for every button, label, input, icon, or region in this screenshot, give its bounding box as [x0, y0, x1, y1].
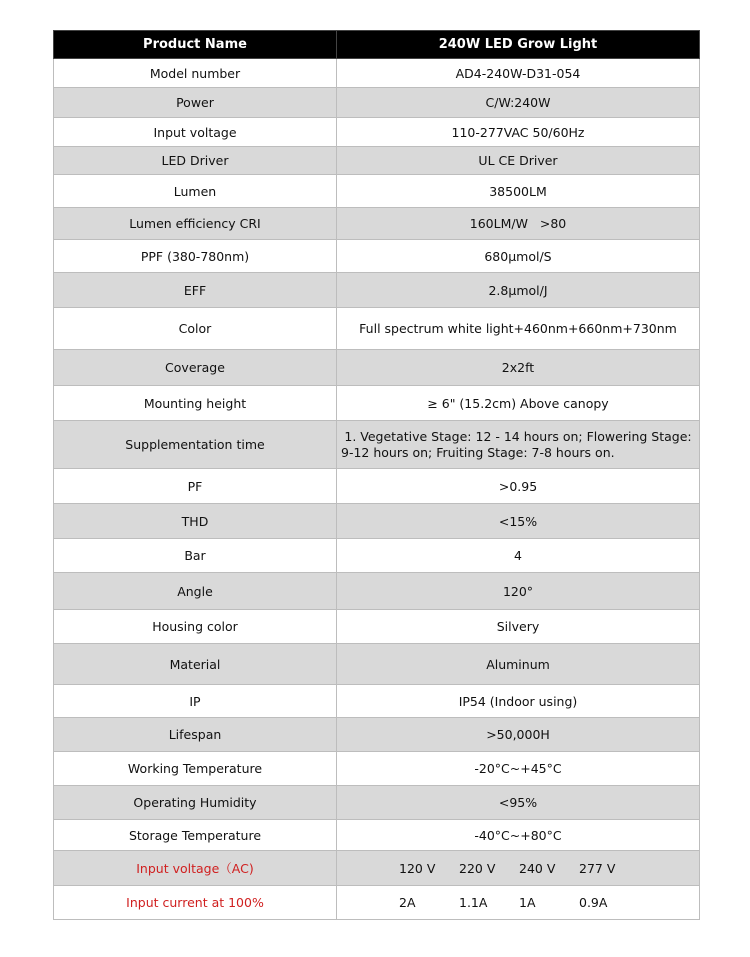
row-value: 1. Vegetative Stage: 12 - 14 hours on; Flowering Stage: 9-12 hours on; Fruiting Stage: 7-8 hours on.	[337, 421, 700, 469]
row-value: -20°C~+45°C	[337, 752, 700, 786]
current-value: 1.1A	[459, 895, 488, 910]
row-label: Power	[54, 88, 337, 118]
voltage-value: 240 V	[519, 860, 556, 876]
row-value: >50,000H	[337, 718, 700, 752]
table-row	[54, 386, 700, 421]
voltage-value: 220 V	[459, 860, 496, 876]
row-label: Working Temperature	[54, 752, 337, 786]
voltage-value: 120 V	[399, 860, 436, 876]
input-current-row	[54, 886, 700, 920]
table-row	[54, 573, 700, 610]
row-label: LED Driver	[54, 147, 337, 175]
table-row	[54, 539, 700, 573]
table-row	[54, 469, 700, 504]
table-row	[54, 610, 700, 644]
table-row	[54, 118, 700, 147]
row-label: Coverage	[54, 350, 337, 386]
spec-table	[53, 30, 700, 920]
row-label: Input voltage	[54, 118, 337, 147]
row-label: Material	[54, 644, 337, 685]
row-label: Lifespan	[54, 718, 337, 752]
table-row	[54, 752, 700, 786]
table-row	[54, 273, 700, 308]
table-row	[54, 350, 700, 386]
header-product-title: 240W LED Grow Light	[337, 31, 700, 59]
table-row	[54, 208, 700, 240]
input-voltage-values	[337, 851, 700, 886]
table-row	[54, 308, 700, 350]
table-row	[54, 820, 700, 851]
table-row	[54, 240, 700, 273]
table-row	[54, 504, 700, 539]
header-product-name: Product Name	[54, 31, 337, 59]
table-row	[54, 147, 700, 175]
row-value: AD4-240W-D31-054	[337, 59, 700, 88]
row-value: 680μmol/S	[337, 240, 700, 273]
header-row	[54, 31, 700, 59]
row-value: UL CE Driver	[337, 147, 700, 175]
row-value: 160LM/W >80	[337, 208, 700, 240]
table-row	[54, 718, 700, 752]
current-value: 1A	[519, 895, 536, 910]
row-label: EFF	[54, 273, 337, 308]
row-label: Color	[54, 308, 337, 350]
row-value: Aluminum	[337, 644, 700, 685]
row-label: PPF (380-780nm)	[54, 240, 337, 273]
row-label: Lumen	[54, 175, 337, 208]
row-value: 2x2ft	[337, 350, 700, 386]
row-value: 4	[337, 539, 700, 573]
row-value: -40°C~+80°C	[337, 820, 700, 851]
row-label: Lumen efficiency CRI	[54, 208, 337, 240]
table-row	[54, 88, 700, 118]
row-value: Silvery	[337, 610, 700, 644]
row-label: Operating Humidity	[54, 786, 337, 820]
row-label: Supplementation time	[54, 421, 337, 469]
input-current-values	[337, 886, 700, 920]
table-row	[54, 59, 700, 88]
row-label: THD	[54, 504, 337, 539]
table-row	[54, 685, 700, 718]
table-row	[54, 421, 700, 469]
row-label: IP	[54, 685, 337, 718]
row-label: Angle	[54, 573, 337, 610]
voltage-value: 277 V	[579, 860, 616, 876]
row-label: Mounting height	[54, 386, 337, 421]
row-label: Model number	[54, 59, 337, 88]
row-value: ≥ 6" (15.2cm) Above canopy	[337, 386, 700, 421]
row-value: C/W:240W	[337, 88, 700, 118]
current-value: 0.9A	[579, 895, 608, 910]
input-voltage-row	[54, 851, 700, 886]
input-voltage-label: Input voltage（AC)	[54, 851, 337, 886]
row-label: Housing color	[54, 610, 337, 644]
row-value: Full spectrum white light+460nm+660nm+730nm	[337, 308, 700, 350]
row-label: Storage Temperature	[54, 820, 337, 851]
row-label: Bar	[54, 539, 337, 573]
row-label: PF	[54, 469, 337, 504]
row-value: IP54 (Indoor using)	[337, 685, 700, 718]
row-value: 120°	[337, 573, 700, 610]
row-value: 2.8μmol/J	[337, 273, 700, 308]
row-value: >0.95	[337, 469, 700, 504]
table-row	[54, 644, 700, 685]
row-value: <15%	[337, 504, 700, 539]
row-value: 38500LM	[337, 175, 700, 208]
table-row	[54, 175, 700, 208]
row-value: 110-277VAC 50/60Hz	[337, 118, 700, 147]
table-row	[54, 786, 700, 820]
input-current-label: Input current at 100%	[54, 886, 337, 920]
current-value: 2A	[399, 895, 416, 910]
row-value: <95%	[337, 786, 700, 820]
